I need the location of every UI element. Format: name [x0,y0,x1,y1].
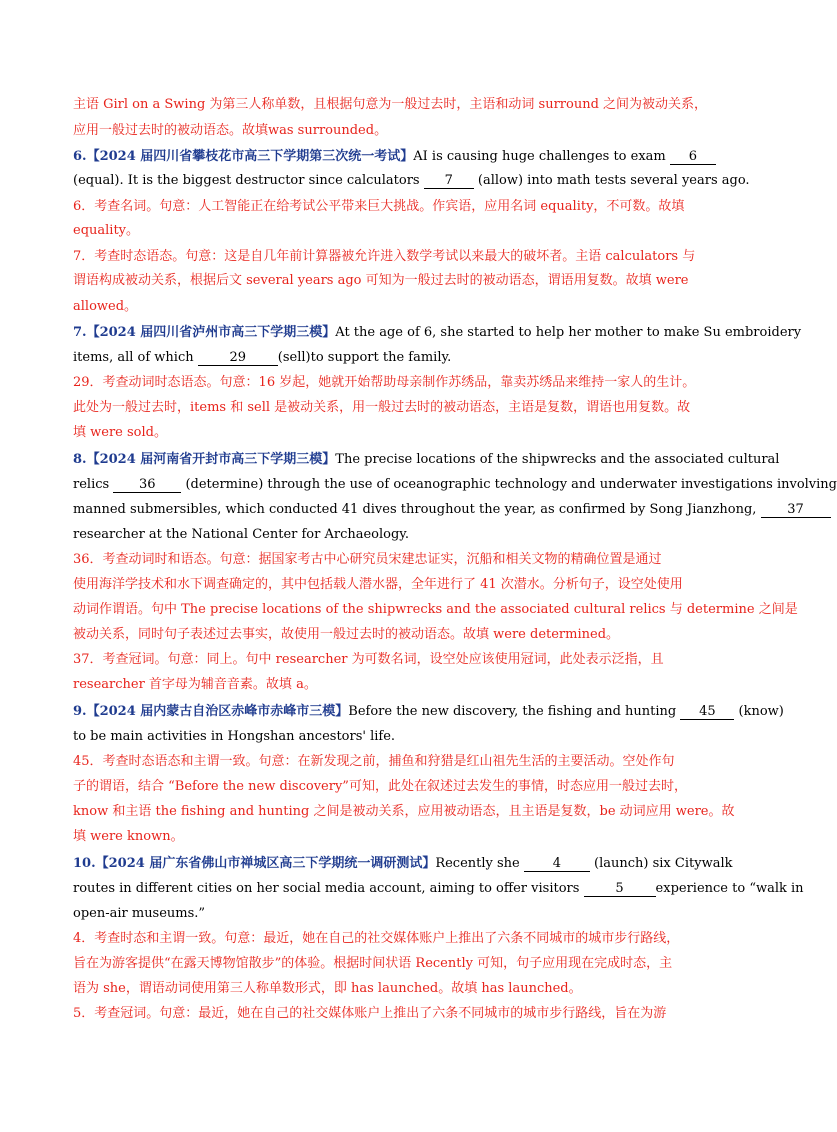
text-line [73,601,798,619]
text-segment: 语为 she，谓语动词使用第三人称单数形式，即 has launched。故填 has launched。 [73,981,582,996]
text-segment: 45．考查时态语态和主谓一致。句意：在新发现之前，捕鱼和狩猎是红山祖先生活的主要活动。空处作句 [73,754,675,769]
text-segment: (determine) through the use of oceanographic technology and underwater investigations involving [181,477,837,492]
text-segment: relics [73,477,114,492]
text-line [73,399,740,417]
text-segment: 29．考查动词时态语态。句意：16 岁起，她就开始帮助母亲制作苏绣品，靠卖苏绣品来维持一家人的生计。 [73,375,696,390]
text-segment: At the age of 6, she started to help her mother to make Su embroidery [335,325,802,340]
text-segment: researcher at the National Center for Archaeology. [73,527,410,542]
text-line [73,828,740,846]
text-line [73,374,740,392]
text-line [73,172,750,190]
question-source-heading: 8.【2024 届河南省开封市高三下学期三模】 [73,452,336,467]
answer-blank: 5 [584,881,656,897]
text-segment: 谓语构成被动关系，根据后文 several years ago 可知为一般过去时的被动语态，谓语用复数。故填 were [73,273,689,288]
answer-blank: 45 [680,704,734,720]
text-line [73,551,740,569]
text-line [73,451,780,469]
text-line [73,576,740,594]
text-segment: (launch) six Citywalk [589,856,733,871]
text-line [73,778,740,796]
text-segment: 36．考查动词时和语态。句意：据国家考古中心研究员宋建忠证实，沉船和相关文物的精确位置是通过 [73,552,662,567]
text-segment: manned submersibles, which conducted 41 dives throughout the year, as confirmed by Song Jianzhong, [73,502,761,517]
answer-blank: 36 [113,477,181,493]
question-source-heading: 7.【2024 届四川省泸州市高三下学期三模】 [73,325,336,340]
text-line [73,501,804,519]
text-segment: AI is causing huge challenges to exam [413,149,670,164]
text-segment: The precise locations of the shipwrecks and the associated cultural [335,452,780,467]
question-source-heading: 10.【2024 届广东省佛山市禅城区高三下学期统一调研测试】 [73,856,436,871]
text-segment: Recently she [435,856,524,871]
text-segment: 6．考查名词。句意：人工智能正在给考试公平带来巨大挑战。作宾语，应用名词 equality，不可数。故填 [73,199,685,214]
text-segment: 7．考查时态语态。句意：这是自几年前计算器被允许进入数学考试以来最大的破坏者。主语 calculators 与 [73,249,696,264]
text-line [73,248,740,266]
text-segment: 被动关系，同时句子表述过去事实，故使用一般过去时的被动语态。故填 were determined。 [73,627,620,642]
text-segment: 填 were sold。 [73,425,167,440]
text-segment: 子的谓语，结合 “Before the new discovery”可知，此处在叙述过去发生的事情，时态应用一般过去时， [73,779,687,794]
text-line [73,424,740,442]
text-segment: 此处为一般过去时，items 和 sell 是被动关系，用一般过去时的被动语态，主语是复数，谓语也用复数。故 [73,400,691,415]
text-segment: (know) [734,704,784,719]
text-line [73,980,740,998]
text-segment: 填 were known。 [73,829,184,844]
text-segment: (allow) into math tests several years ago. [473,173,750,188]
text-segment: 37．考查冠词。句意：同上。句中 researcher 为可数名词，设空处应该使用冠词，此处表示泛指，且 [73,652,664,667]
answer-blank: 7 [424,173,474,189]
text-line [73,930,740,948]
text-segment: items, all of which [73,350,198,365]
text-segment: 主语 Girl on a Swing 为第三人称单数，且根据句意为一般过去时，主语和动词 surround 之间为被动关系， [73,97,708,112]
text-line [73,855,740,873]
text-line [73,676,740,694]
text-line [73,148,740,166]
text-segment: equality。 [73,223,140,238]
text-line [73,728,740,746]
text-segment: know 和主语 the fishing and hunting 之间是被动关系，应用被动语态，且主语是复数，be 动词应用 were。故 [73,804,735,819]
answer-blank: 4 [524,856,590,872]
text-line [73,96,740,114]
text-line [73,349,740,367]
text-line [73,272,740,290]
text-line [73,198,740,216]
answer-blank: 29 [198,350,278,366]
question-source-heading: 9.【2024 届内蒙古自治区赤峰市赤峰市三模】 [73,704,349,719]
text-line [73,1005,740,1023]
text-line [73,324,802,342]
answer-blank: 6 [670,149,716,165]
text-line [73,880,804,898]
text-line [73,955,740,973]
text-line [73,222,740,240]
text-line [73,703,784,721]
text-segment: 动词作谓语。句中 The precise locations of the shipwrecks and the associated cultural relics 与 determine 之间是 [73,602,798,617]
text-segment: Before the new discovery, the fishing and hunting [348,704,681,719]
text-segment: allowed。 [73,299,138,314]
text-line [73,626,740,644]
text-line [73,905,740,923]
text-line [73,651,740,669]
text-line [73,753,740,771]
text-line [73,298,740,316]
text-segment: (equal). It is the biggest destructor since calculators [73,173,424,188]
text-line [73,122,740,140]
text-line [73,803,740,821]
answer-blank: 37 [761,502,831,518]
text-segment: 应用一般过去时的被动语态。故填was surrounded。 [73,123,388,138]
text-segment: open-air museums.” [73,906,206,921]
text-segment: routes in different cities on her social media account, aiming to offer visitors [73,881,584,896]
text-segment: 4．考查时态和主谓一致。句意：最近，她在自己的社交媒体账户上推出了六条不同城市的城市步行路线， [73,931,680,946]
question-source-heading: 6.【2024 届四川省攀枝花市高三下学期第三次统一考试】 [73,149,414,164]
text-segment: to be main activities in Hongshan ancestors' life. [73,729,396,744]
text-segment: (sell)to support the family. [277,350,452,365]
text-line [73,476,837,494]
text-line [73,526,740,544]
text-segment: 旨在为游客提供“在露天博物馆散步”的体验。根据时间状语 Recently 可知，句子应用现在完成时态，主 [73,956,673,971]
text-segment: 使用海洋学技术和水下调查确定的，其中包括载人潜水器，全年进行了 41 次潜水。分析句子，设空处使用 [73,577,683,592]
text-segment: 5．考查冠词。句意：最近，她在自己的社交媒体账户上推出了六条不同城市的城市步行路线，旨在为游 [73,1006,667,1021]
text-segment: researcher 首字母为辅音音素。故填 a。 [73,677,317,692]
text-segment: experience to “walk in [655,881,804,896]
